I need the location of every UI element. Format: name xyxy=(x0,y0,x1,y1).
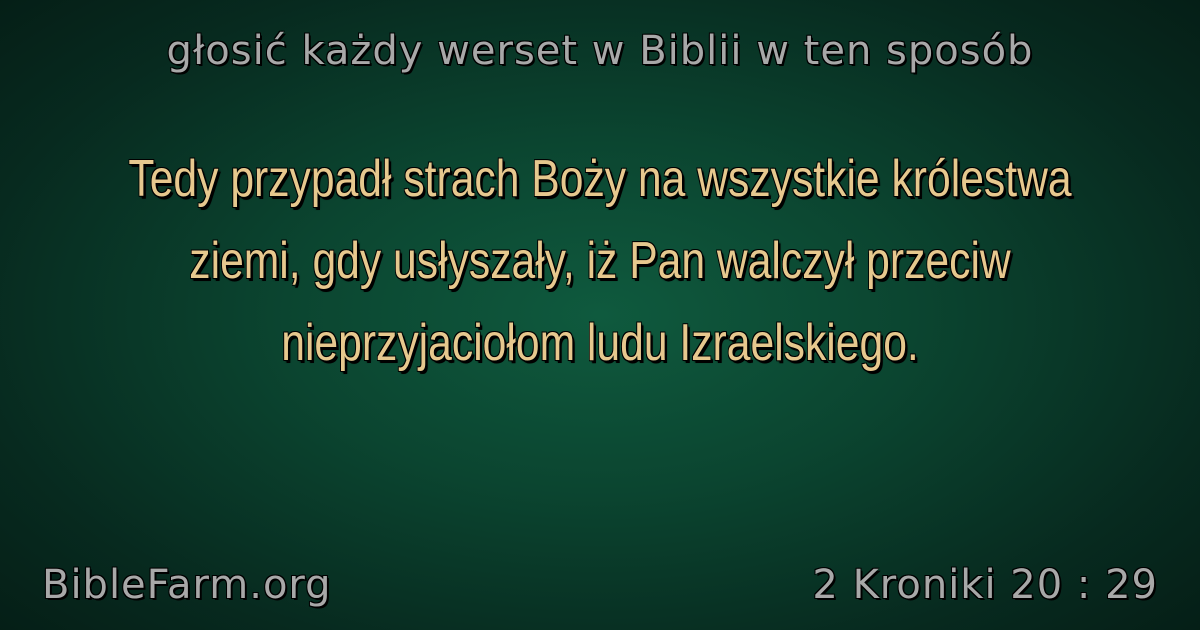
tagline: głosić każdy werset w Biblii w ten sposób xyxy=(166,28,1034,74)
verse-container xyxy=(128,138,1072,384)
site-name: BibleFarm.org xyxy=(42,562,332,608)
verse-reference: 2 Kroniki 20 : 29 xyxy=(812,562,1158,608)
verse-text: Tedy przypadł strach Boży na wszystkie królestwa ziemi, gdy usłyszały, iż Pan walczył przeciw nieprzyjaciołom ludu Izraelskiego. xyxy=(128,150,1072,372)
